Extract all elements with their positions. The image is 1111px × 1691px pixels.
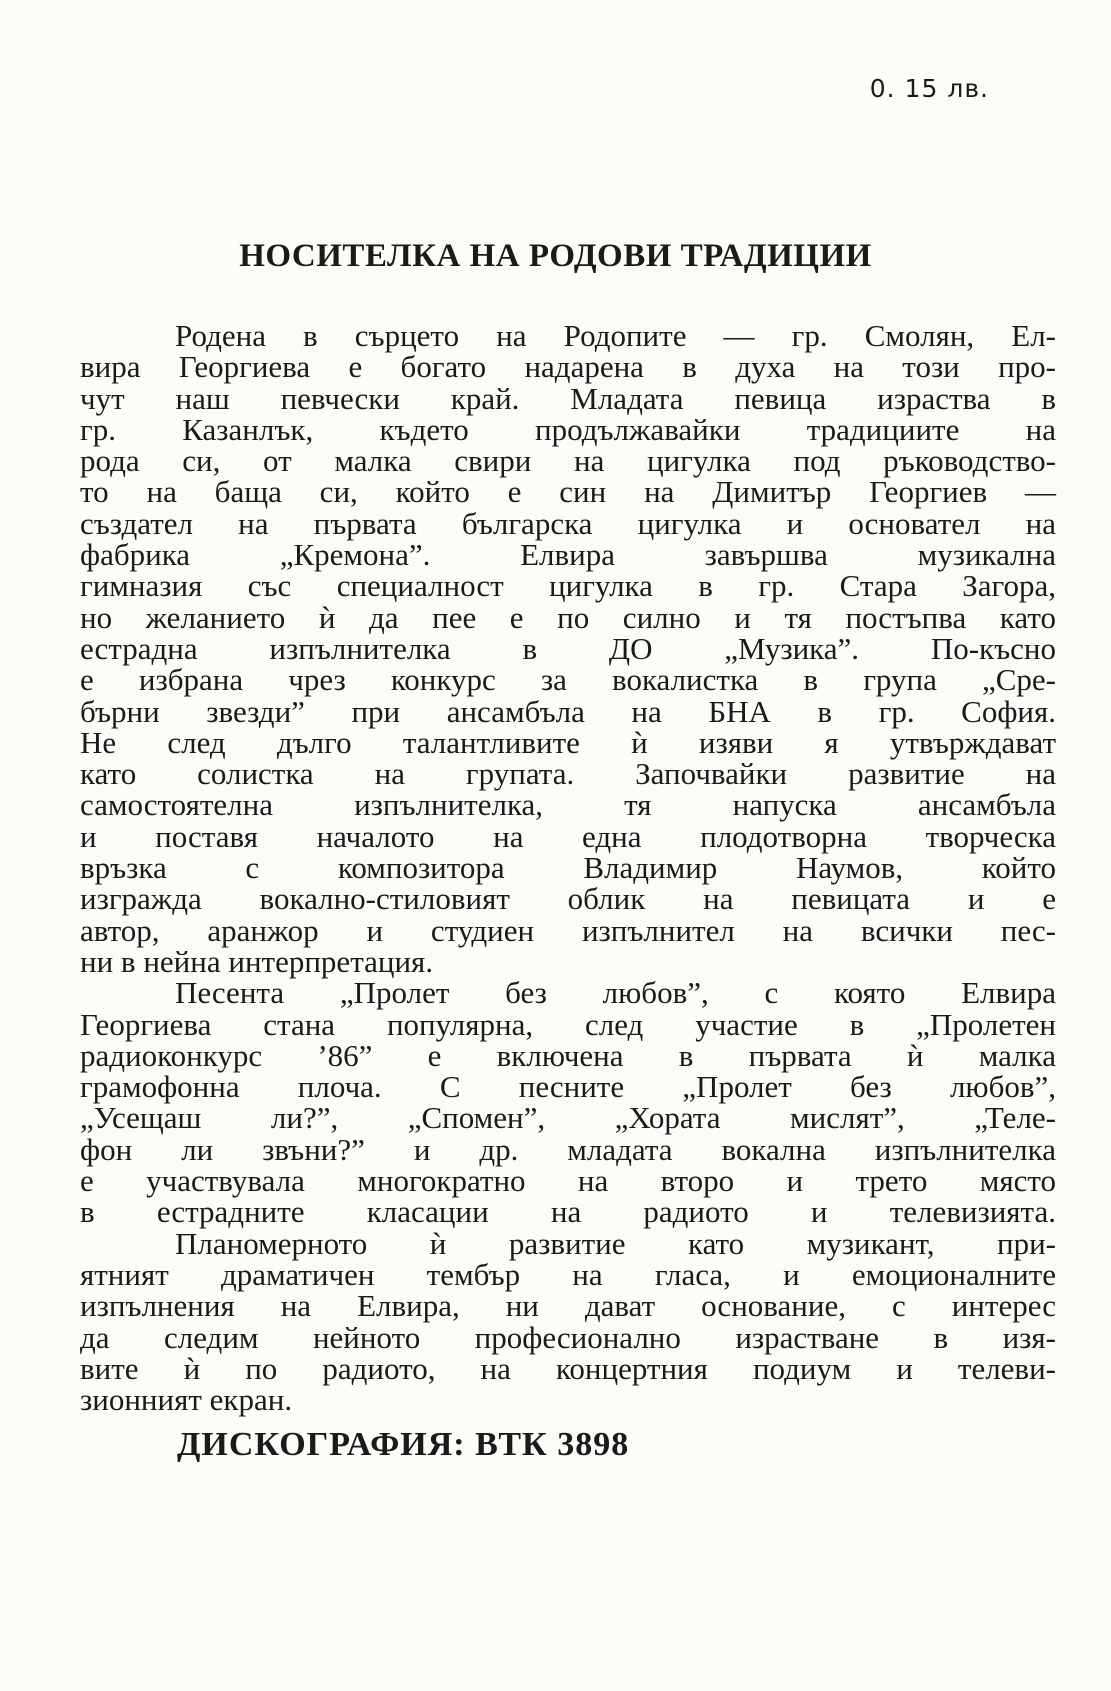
price-label: 0. 15 лв. xyxy=(869,74,989,103)
text-line: създател на първата българска цигулка и основател на xyxy=(80,505,1056,541)
text-line: но желанието ѝ да пее е по силно и тя постъпва като xyxy=(80,599,1056,635)
text-line: самостоятелна изпълнителка, тя напуска ансамбъла xyxy=(80,787,1056,823)
text-line: рода си, от малка свири на цигулка под ръководство- xyxy=(80,443,1056,479)
text-line: вите ѝ по радиото, на концертния подиум и телеви- xyxy=(80,1350,1056,1386)
text-line: то на баща си, който е син на Димитър Георгиев — xyxy=(80,474,1056,510)
text-line: и поставя началото на една плодотворна творческа xyxy=(80,818,1056,854)
paragraph-3 xyxy=(80,1225,1056,1418)
text-line: фон ли звъни?” и др. младата вокална изпълнителка xyxy=(80,1131,1056,1167)
text-line: Планомерното ѝ развитие като музикант, при- xyxy=(175,1225,1056,1261)
text-line: да следим нейното професионално израстване в изя- xyxy=(80,1319,1056,1355)
text-line: чут наш певчески край. Младата певица израства в xyxy=(80,380,1056,416)
paragraph-2 xyxy=(80,975,1056,1230)
page-title: НОСИТЕЛКА НА РОДОВИ ТРАДИЦИИ xyxy=(239,238,872,274)
discography-label: ДИСКОГРАФИЯ: ВТК 3898 xyxy=(177,1426,630,1463)
text-line: в естрадните класации на радиото и телевизията. xyxy=(80,1194,1056,1230)
text-line: е участвувала многократно на второ и трето място xyxy=(80,1163,1056,1199)
text-line: естрадна изпълнителка в ДО „Музика”. По-късно xyxy=(80,630,1056,666)
text-line: гр. Казанлък, където продължавайки традициите на xyxy=(80,411,1056,447)
text-line: грамофонна плоча. С песните „Пролет без любов”, xyxy=(80,1069,1056,1105)
text-line: Георгиева стана популярна, след участие в „Пролетен xyxy=(80,1006,1056,1042)
text-line: изгражда вокално-стиловият облик на певицата и е xyxy=(80,881,1056,917)
text-line: като солистка на групата. Започвайки развитие на xyxy=(80,756,1056,792)
article-body xyxy=(80,318,1056,1418)
text-line: радиоконкурс ’86” е включена в първата ѝ малка xyxy=(80,1037,1056,1073)
paragraph-1 xyxy=(80,320,1056,977)
text-line: Родена в сърцето на Родопите — гр. Смолян, Ел- xyxy=(175,318,1056,353)
text-line: ятният драматичен тембър на гласа, и емоционалните xyxy=(80,1256,1056,1292)
text-line: гимназия със специалност цигулка в гр. Стара Загора, xyxy=(80,568,1056,604)
text-line: връзка с композитора Владимир Наумов, който xyxy=(80,850,1056,886)
text-line: Не след дълго талантливите ѝ изяви я утвърждават xyxy=(80,724,1056,760)
text-line: Песента „Пролет без любов”, с която Елвира xyxy=(175,975,1056,1011)
text-line: бърни звезди” при ансамбъла на БНА в гр. София. xyxy=(80,693,1056,729)
text-line: зионният екран. xyxy=(80,1382,293,1418)
text-line: е избрана чрез конкурс за вокалистка в група „Сре- xyxy=(80,662,1056,698)
text-line: „Усещаш ли?”, „Спомен”, „Хората мислят”, „Теле- xyxy=(80,1100,1056,1136)
text-line: ни в нейна интерпретация. xyxy=(80,943,434,979)
text-line: вира Георгиева е богато надарена в духа на този про- xyxy=(80,349,1056,385)
text-line: автор, аранжор и студиен изпълнител на всички пес- xyxy=(80,912,1056,948)
text-line: изпълнения на Елвира, ни дават основание, с интерес xyxy=(80,1288,1056,1324)
text-line: фабрика „Кремона”. Елвира завършва музикална xyxy=(80,537,1056,573)
